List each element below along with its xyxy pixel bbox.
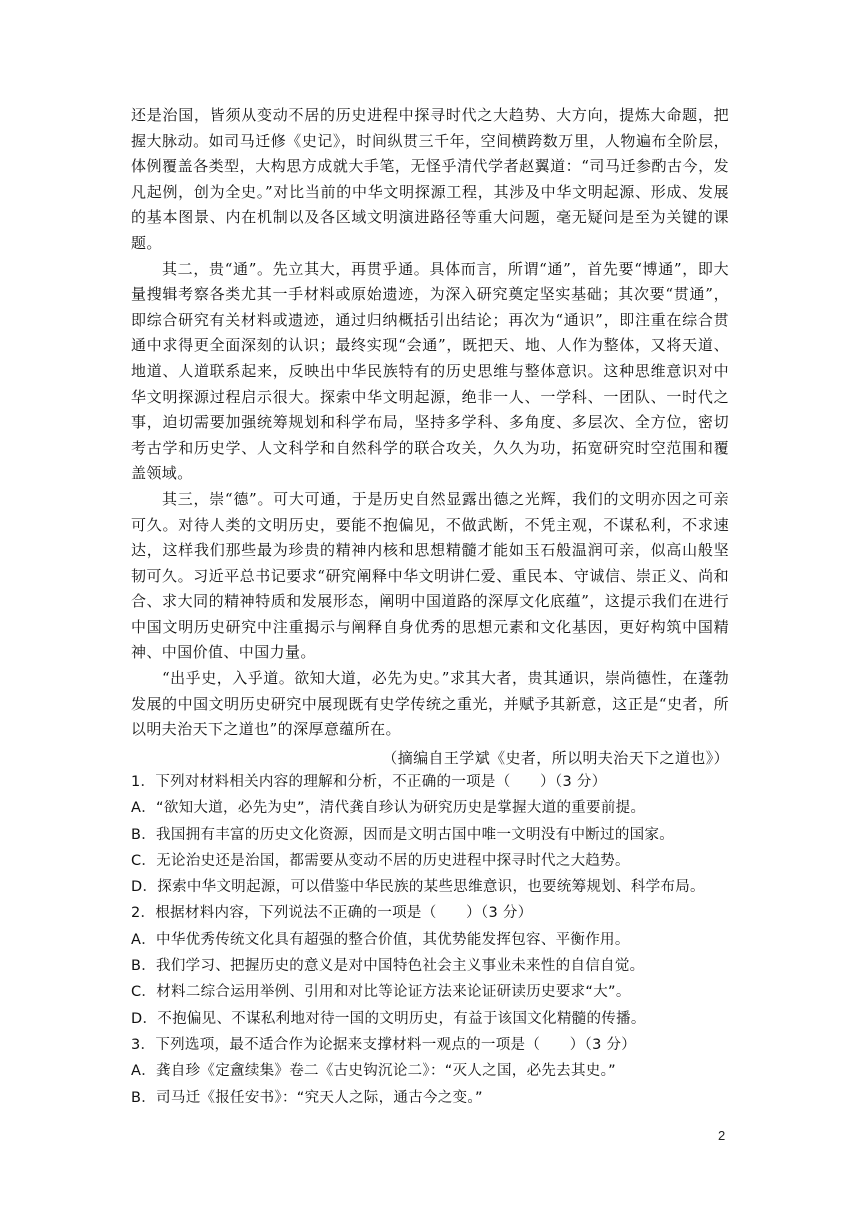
passage-paragraph-1: 还是治国，皆须从变动不居的历史进程中探寻时代之大趋势、大方向，提炼大命题，把握大脉动。如司马迁修《史记》，时间纵贯三千年，空间横跨数万里，人物遍布全阶层，体例覆盖各类型，大构思方成就大手笔，无怪乎清代学者赵翼道：“司马迁参酌古今，发凡起例，创为全史。”对比当前的中华文明探源工程，其涉及中华文明起源、形成、发展的基本图景、内在机制以及各区域文明演进路径等重大问题，毫无疑问是至为关键的课题。 bbox=[131, 106, 729, 252]
page-number: 2 bbox=[718, 1128, 726, 1143]
passage-paragraph-2: 其二，贵“通”。先立其大，再贯乎通。具体而言，所谓“通”，首先要“博通”，即大量搜辑考察各类尤其一手材料或原始遗迹，为深入研究奠定坚实基础；其次要“贯通”，即综合研究有关材料或遗迹，通过归纳概括引出结论；再次为“通识”，即注重在综合贯通中求得更全面深刻的认识；最终实现“会通”，既把天、地、人作为整体，又将天道、地道、人道联系起来，反映出中华民族特有的历史思维与整体意识。这种思维意识对中华文明探源过程启示很大。探索中华文明起源，绝非一人、一学科、一团队、一时代之事，迫切需要加强统筹规划和科学布局，坚持多学科、多角度、多层次、全方位，密切考古学和历史学、人文科学和自然科学的联合攻关，久久为功，拓宽研究时空范围和覆盖领域。 bbox=[131, 259, 729, 483]
question-2-option-d: D．不抱偏见、不谋私利地对待一国的文明历史，有益于该国文化精髓的传播。 bbox=[131, 1010, 646, 1027]
question-2-option-b: B．我们学习、把握历史的意义是对中国特色社会主义事业未来性的自信自觉。 bbox=[131, 958, 645, 975]
question-3-option-a: A．龚自珍《定盦续集》卷二《古史钩沉论二》：“灭人之国，必先去其史。” bbox=[131, 1063, 616, 1080]
question-1-option-a: A．“欲知大道，必先为史”，清代龚自珍认为研究历史是掌握大道的重要前提。 bbox=[131, 800, 646, 817]
question-3-stem: 3．下列选项，最不适合作为论据来支撑材料一观点的一项是（ ）（3 分） bbox=[131, 1036, 637, 1053]
question-list bbox=[131, 769, 731, 1111]
question-1-option-b: B．我国拥有丰富的历史文化资源，因而是文明古国中唯一文明没有中断过的国家。 bbox=[131, 826, 675, 843]
question-2-option-c: C．材料二综合运用举例、引用和对比等论证方法来论证研读历史要求“大”。 bbox=[131, 984, 631, 1001]
question-2-option-a: A．中华优秀传统文化具有超强的整合价值，其优势能发挥包容、平衡作用。 bbox=[131, 931, 630, 948]
question-1-stem: 1．下列对材料相关内容的理解和分析，不正确的一项是（ ）（3 分） bbox=[131, 774, 607, 790]
question-3-option-b: B．司马迁《报任安书》：“究天人之际，通古今之变。” bbox=[131, 1089, 483, 1106]
passage-paragraph-4: “出乎史，入乎道。欲知大道，必先为史。”求其大者，贵其通识，崇尚德性，在蓬勃发展的中国文明历史研究中展现既有史学传统之重光，并赋予其新意，这正是“史者，所以明夫治天下之道也”的深厚意蕴所在。 bbox=[131, 669, 729, 739]
reading-passage bbox=[131, 103, 729, 771]
question-2-stem: 2．根据材料内容，下列说法不正确的一项是（ ）（3 分） bbox=[131, 905, 533, 922]
question-1-option-d: D．探索中华文明起源，可以借鉴中华民族的某些思维意识，也要统筹规划、科学布局。 bbox=[131, 879, 705, 896]
passage-paragraph-3: 其三，崇“德”。可大可通，于是历史自然显露出德之光辉，我们的文明亦因之可亲可久。对待人类的文明历史，要能不抱偏见，不做武断，不凭主观，不谋私利，不求速达，这样我们那些最为珍贵的精神内核和思想精髓才能如玉石般温润可亲，似高山般坚韧可久。习近平总书记要求“研究阐释中华文明讲仁爱、重民本、守诚信、崇正义、尚和合、求大同的精神特质和发展形态，阐明中国道路的深厚文化底蕴”，这提示我们在进行中国文明历史研究中注重揭示与阐释自身优秀的思想元素和文化基因，更好构筑中国精神、中国价值、中国力量。 bbox=[131, 489, 729, 662]
passage-source: （摘编自王学斌《史者，所以明夫治天下之道也》） bbox=[382, 748, 729, 767]
question-1-option-c: C．无论治史还是治国，都需要从变动不居的历史进程中探寻时代之大趋势。 bbox=[131, 852, 630, 869]
